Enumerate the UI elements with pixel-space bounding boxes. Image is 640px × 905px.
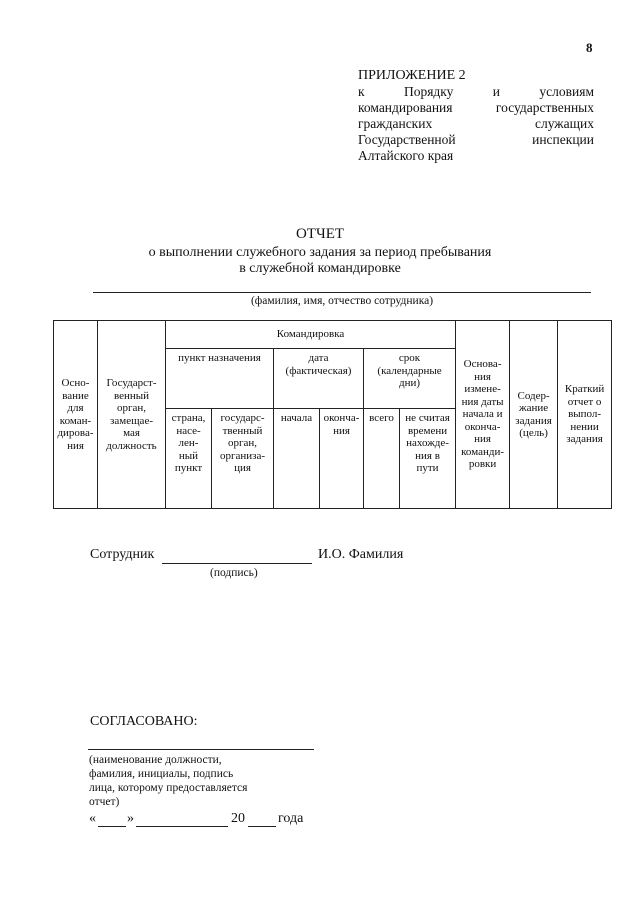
approval-date-month-line	[136, 826, 228, 827]
signature-label: Сотрудник	[90, 547, 155, 562]
header-report: Краткий отчет о выпол- нении задания	[558, 321, 612, 509]
employee-name-line	[93, 292, 591, 293]
header-start: начала	[274, 409, 320, 509]
header-state-body: Государст- венный орган, замещае- мая должность	[98, 321, 166, 509]
document-title: ОТЧЕТ	[295, 226, 345, 242]
approval-line	[88, 749, 314, 750]
header-excluding-travel: не считая времени нахожде- ния в пути	[400, 409, 456, 509]
report-table	[53, 320, 612, 509]
appendix-line-1: к Порядку и условиям	[358, 84, 594, 99]
approval-date-year-line	[248, 826, 276, 827]
approval-date-close-quote: »	[127, 811, 134, 826]
header-basis: Осно- вание для коман- дирова- ния	[54, 321, 98, 509]
document-subtitle-line-2: в служебной командировке	[239, 261, 401, 276]
approval-date-day-line	[98, 826, 126, 827]
signature-line	[162, 563, 312, 564]
approval-date-open-quote: «	[89, 811, 96, 826]
approval-date-year-suffix: года	[278, 811, 304, 826]
approval-heading: СОГЛАСОВАНО:	[90, 714, 198, 729]
appendix-heading: ПРИЛОЖЕНИЕ 2	[358, 68, 466, 83]
appendix-block	[358, 68, 594, 164]
document-subtitle-line-1: о выполнении служебного задания за период пребывания	[148, 245, 492, 260]
header-country: страна, насе- лен- ный пункт	[166, 409, 212, 509]
signature-name: И.О. Фамилия	[318, 547, 404, 562]
header-end: оконча- ния	[320, 409, 364, 509]
employee-name-caption: (фамилия, имя, отчество сотрудника)	[250, 295, 434, 307]
approval-caption: (наименование должности, фамилия, инициалы, подпись лица, которому предоставляется отчет)	[89, 754, 248, 808]
header-organization: государс- твенный орган, организа- ция	[212, 409, 274, 509]
header-content: Содер- жание задания (цель)	[510, 321, 558, 509]
signature-caption: (подпись)	[210, 567, 258, 579]
header-destination: пункт назначения	[166, 349, 274, 409]
header-change-basis: Основа- ния измене- ния даты начала и оконча- ния команди- ровки	[456, 321, 510, 509]
approval-date-year-prefix: 20	[231, 811, 245, 826]
appendix-line-3: гражданских служащих	[358, 116, 594, 131]
header-date: дата (фактическая)	[274, 349, 364, 409]
header-term: срок (календарные дни)	[364, 349, 456, 409]
appendix-line-4: Государственной инспекции	[358, 132, 594, 147]
header-trip: Командировка	[166, 321, 456, 349]
appendix-line-2: командирования государственных	[358, 100, 594, 115]
appendix-line-5: Алтайского края	[358, 148, 454, 163]
header-total: всего	[364, 409, 400, 509]
page-number: 8	[586, 40, 593, 55]
